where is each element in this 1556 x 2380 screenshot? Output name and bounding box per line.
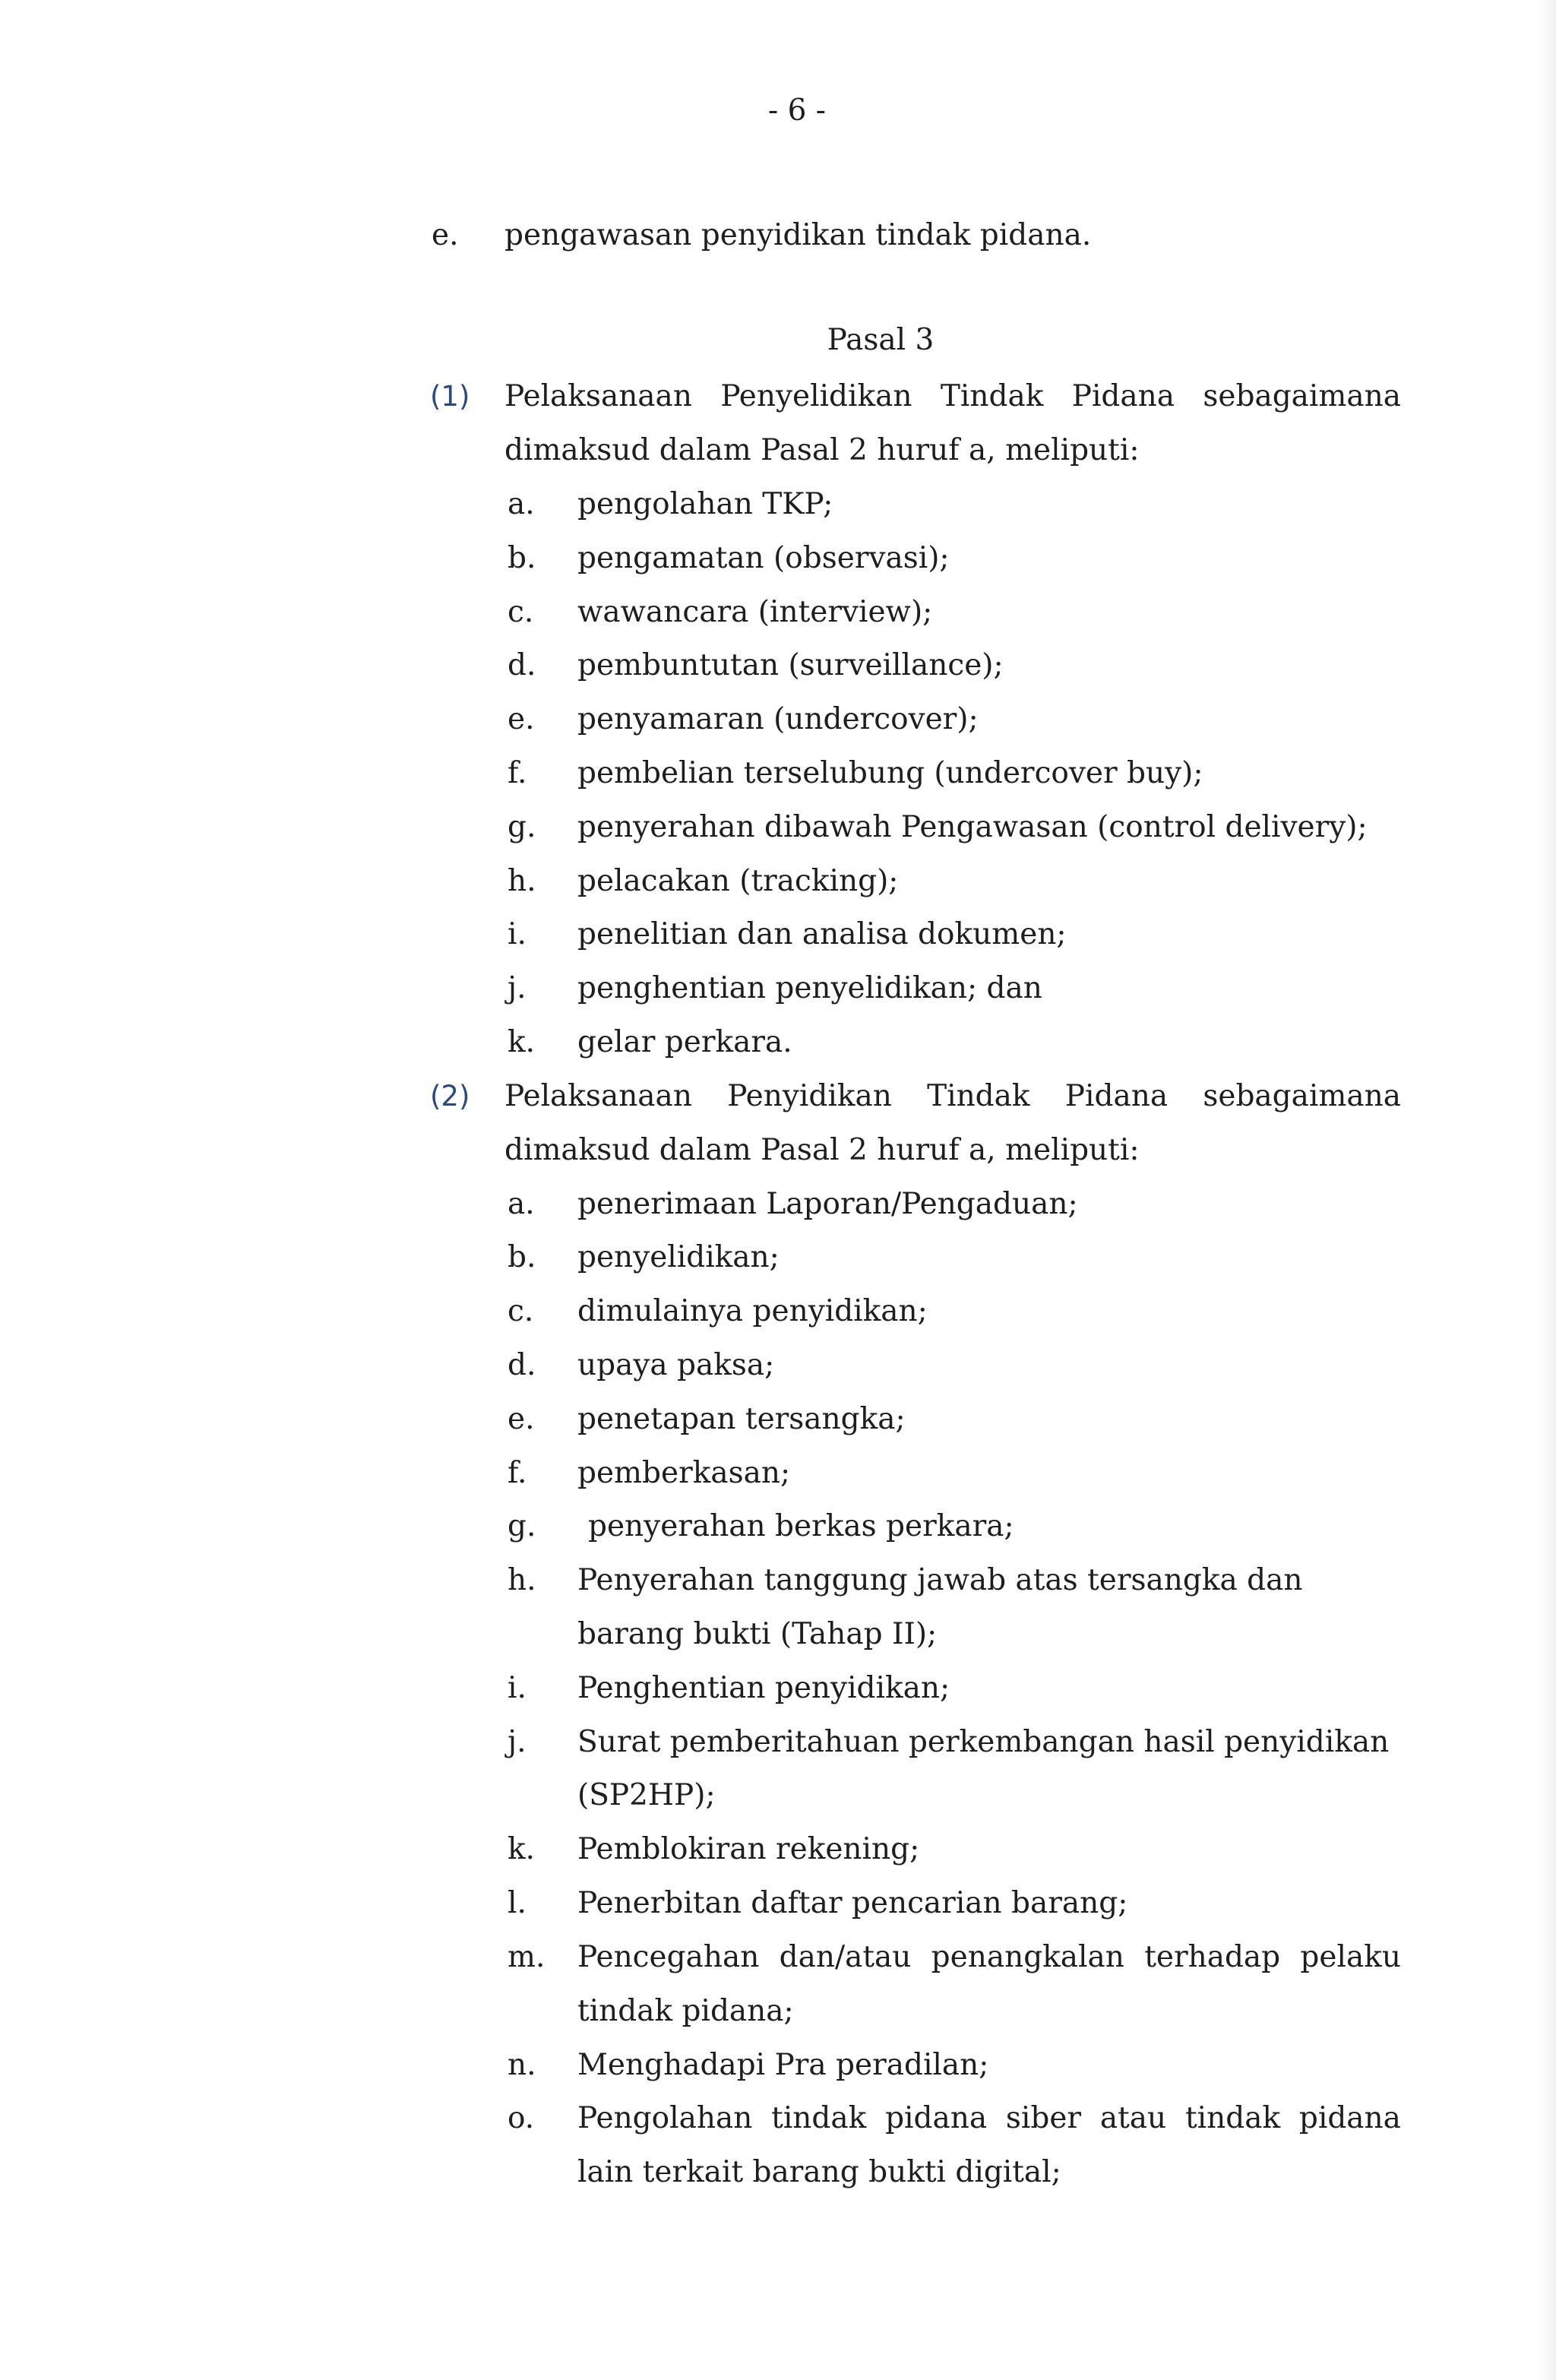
list-item-text: wawancara (interview); [577, 595, 933, 629]
word: tindak [1184, 2101, 1281, 2135]
paragraph-2-first-line [504, 1074, 1401, 1119]
list-item-marker: o. [508, 2101, 535, 2135]
word: Pelaksanaan [504, 379, 692, 413]
list-item-marker: i. [508, 1671, 527, 1705]
list-item-text: Pemblokiran rekening; [577, 1832, 920, 1866]
word: Tindak [927, 1079, 1030, 1113]
list-item-text: pengamatan (observasi); [577, 541, 950, 575]
list-item-marker: a. [508, 487, 535, 521]
list-item-text: pemberkasan; [577, 1456, 791, 1490]
list-item-marker: b. [508, 541, 536, 575]
list-item-text: upaya paksa; [577, 1348, 775, 1382]
list-item-text: pelacakan (tracking); [577, 864, 899, 898]
list-item-marker: c. [508, 1294, 534, 1328]
list-item-marker: h. [508, 864, 536, 898]
list-item-marker: a. [508, 1187, 535, 1221]
word: tindak [771, 2101, 867, 2135]
word: pelaku [1300, 1940, 1401, 1974]
word: atau [1099, 2101, 1167, 2135]
list-item-marker: b. [508, 1240, 536, 1274]
list-item-text: Menghadapi Pra peradilan; [577, 2048, 989, 2082]
word: penangkalan [931, 1940, 1124, 1974]
word: terhadap [1144, 1940, 1281, 1974]
list-item-text: penyerahan dibawah Pengawasan (control delivery); [577, 810, 1368, 844]
list-item-text: penghentian penyelidikan; dan [577, 971, 1042, 1005]
word: sebagaimana [1203, 379, 1401, 413]
word: Penyidikan [727, 1079, 892, 1113]
list-item-marker: l. [508, 1886, 527, 1920]
list-item-marker: j. [508, 971, 527, 1005]
list-item-text: pembelian terselubung (undercover buy); [577, 756, 1203, 790]
list-item-marker: j. [508, 1725, 527, 1759]
list-item-marker: d. [508, 1348, 536, 1382]
paragraph-2-second-line: dimaksud dalam Pasal 2 huruf a, meliputi: [504, 1133, 1140, 1167]
list-item-marker: h. [508, 1563, 536, 1597]
word: Pengolahan [577, 2101, 753, 2135]
article-heading: Pasal 3 [827, 323, 935, 357]
list-item-text: Penerbitan daftar pencarian barang; [577, 1886, 1128, 1920]
list-item-continuation: lain terkait barang bukti digital; [577, 2155, 1061, 2189]
list-item-text: Penghentian penyidikan; [577, 1671, 950, 1705]
list-item-marker: n. [508, 2048, 536, 2082]
list-item-marker: f. [508, 756, 527, 790]
word: Pelaksanaan [504, 1079, 692, 1113]
list-item-text: Penyerahan tanggung jawab atas tersangka dan [577, 1563, 1303, 1597]
intro-item-marker: e. [432, 218, 459, 252]
list-item-continuation: barang bukti (Tahap II); [577, 1617, 938, 1651]
word: dan/atau [779, 1940, 912, 1974]
list-item-marker: f. [508, 1456, 527, 1490]
list-item-continuation: (SP2HP); [577, 1778, 716, 1812]
word: Pidana [1064, 1079, 1169, 1113]
word: Pidana [1071, 379, 1175, 413]
list-item-marker: g. [508, 810, 536, 844]
list-item-text: penetapan tersangka; [577, 1402, 906, 1436]
list-item-text: Surat pemberitahuan perkembangan hasil penyidikan [577, 1725, 1390, 1759]
list-item-text: penyelidikan; [577, 1240, 780, 1274]
list-item-marker: c. [508, 595, 534, 629]
word: pidana [1298, 2101, 1401, 2135]
word: pidana [885, 2101, 988, 2135]
paragraph-1-first-line [504, 374, 1401, 419]
list-item-text: penyerahan berkas perkara; [588, 1509, 1014, 1543]
intro-item-text: pengawasan penyidikan tindak pidana. [504, 218, 1092, 252]
list-item-marker: m. [508, 1940, 546, 1974]
paragraph-2-marker: (2) [430, 1080, 470, 1112]
list-item-marker: k. [508, 1832, 536, 1866]
paragraph-1-second-line: dimaksud dalam Pasal 2 huruf a, meliputi: [504, 433, 1140, 467]
list-item-marker: d. [508, 648, 536, 682]
list-item-marker: k. [508, 1025, 536, 1059]
list-item-text: penelitian dan analisa dokumen; [577, 917, 1067, 951]
list-item-text: gelar perkara. [577, 1025, 792, 1059]
word: siber [1005, 2101, 1082, 2135]
list-item-text: penerimaan Laporan/Pengaduan; [577, 1187, 1078, 1221]
list-item-marker: g. [508, 1509, 536, 1543]
list-item-text [577, 1935, 1401, 1980]
list-item-text: dimulainya penyidikan; [577, 1294, 928, 1328]
word: Penyelidikan [720, 379, 912, 413]
list-item-text: pembuntutan (surveillance); [577, 648, 1004, 682]
word: Tindak [940, 379, 1044, 413]
word: sebagaimana [1203, 1079, 1401, 1113]
list-item-marker: i. [508, 917, 527, 951]
list-item-text: penyamaran (undercover); [577, 702, 979, 736]
list-item-text: pengolahan TKP; [577, 487, 833, 521]
page-number: - 6 - [768, 93, 826, 128]
list-item-marker: e. [508, 702, 535, 736]
list-item-marker: e. [508, 1402, 535, 1436]
word: Pencegahan [577, 1940, 760, 1974]
list-item-text [577, 2096, 1401, 2141]
paragraph-1-marker: (1) [430, 380, 470, 413]
list-item-continuation: tindak pidana; [577, 1994, 794, 2028]
